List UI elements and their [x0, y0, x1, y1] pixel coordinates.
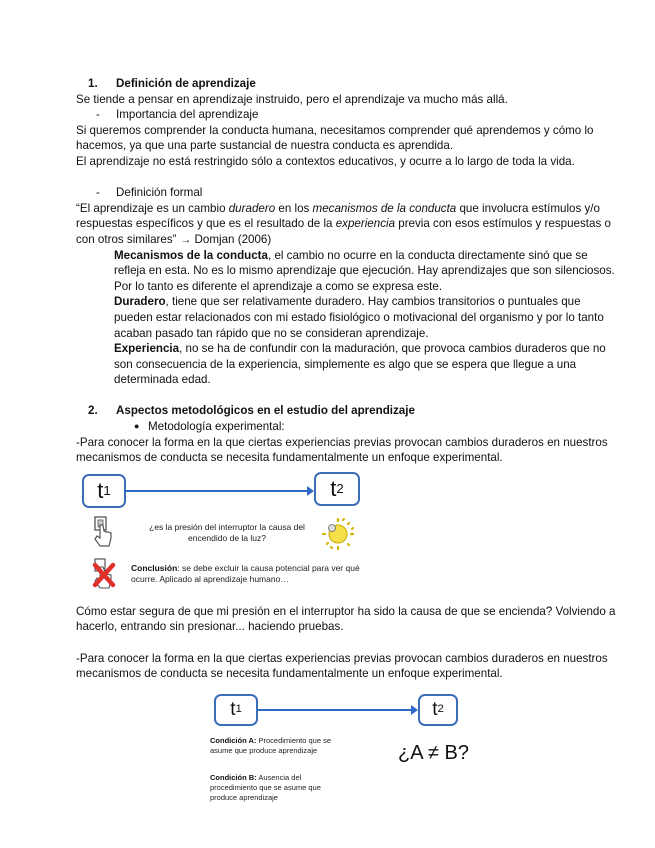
t1-box: t 1 [214, 694, 258, 726]
document-page [76, 76, 621, 812]
paragraph: El aprendizaje no está restringido sólo a contextos educativos, y ocurre a lo largo de toda la vida. [76, 154, 575, 168]
paragraph: -Para conocer la forma en la que ciertas experiencias previas provocan cambios duraderos en nuestros mecanismos de conducta se necesita fundamentalmente un enfoque experimental. [76, 435, 608, 465]
timeline-arrow [258, 709, 416, 711]
switch-crossed-icon [92, 558, 116, 592]
list-item-label: Definición formal [116, 186, 203, 200]
dash-list-item [76, 107, 621, 123]
term-experiencia: Experiencia, no se ha de confundir con la maduración, que provoca cambios duraderos que no son consecuencia de la experiencia, simplemente es algo que se espera que llegue a una determinada edad. [114, 342, 606, 387]
t2-box: t 2 [418, 694, 458, 726]
comparison-question: ¿A ≠ B? [398, 741, 470, 764]
paragraph: -Para conocer la forma en la que ciertas experiencias previas provocan cambios duraderos en nuestros mecanismos de conducta se necesita fundamentalmente un enfoque experimental. [76, 651, 608, 681]
section-number: 1. [88, 77, 98, 90]
figure-conditions [76, 682, 621, 812]
section-2-heading [76, 403, 621, 419]
bullet-marker: ● [134, 421, 140, 432]
switch-press-icon [92, 516, 114, 550]
term-duradero: Duradero, tiene que ser relativamente duradero. Hay cambios transitorios o puntuales que pueden estar relacionados con mi estado fisiológico o motivacional del organismo y por lo tanto acaban pasado tan rápido que no se consideran aprendizaje. [114, 295, 604, 340]
list-item-label: Metodología experimental: [148, 420, 285, 434]
section-title: Aspectos metodológicos en el estudio del aprendizaje [116, 404, 415, 418]
t2-box: t 2 [314, 472, 360, 506]
condition-a: Condición A: Procedimiento que se asume que produce aprendizaje [210, 735, 332, 755]
definition-quote: “El aprendizaje es un cambio duradero en los mecanismos de la conducta que involucra estímulos y/o respuestas específicos y que es el resultado de la experiencia previa con esos estímulos y respuestas o con otros similares” → Domjan (2006) [76, 201, 611, 246]
t1-box: t 1 [82, 474, 126, 508]
dash-list-item [76, 185, 621, 201]
dash-marker: - [96, 108, 100, 122]
conclusion-text: Conclusión: se debe excluir la causa potencial para ver qué ocurre. Aplicado al aprendizaje humano… [131, 562, 360, 584]
paragraph: Se tiende a pensar en aprendizaje instruido, pero el aprendizaje va mucho más allá. [76, 92, 508, 106]
list-item-label: Importancia del aprendizaje [116, 108, 259, 122]
light-bulb-icon [321, 516, 355, 550]
dash-marker: - [96, 186, 100, 200]
paragraph: Cómo estar segura de que mi presión en el interruptor ha sido la causa de que se encienda? Volviendo a hacerlo, entrando sin presionar... haciendo pruebas. [76, 604, 616, 634]
section-1-heading [76, 76, 621, 92]
figure-switch-experiment [76, 466, 621, 604]
timeline-arrow [126, 490, 312, 492]
section-title: Definición de aprendizaje [116, 77, 256, 90]
bullet-list-item [76, 419, 621, 435]
term-mecanismos: Mecanismos de la conducta, el cambio no ocurre en la conducta directamente sinó que se refleja en esta. No es lo mismo aprendizaje que ejecución. Hay aprendizajes que son silenciosos. Por lo tanto es diferente el aprendizaje a como se expresa este. [114, 248, 615, 293]
paragraph: Si queremos comprender la conducta humana, necesitamos comprender qué aprendemos y cómo lo hacemos, ya que una parte sustancial de nuestra conducta es aprendida. [76, 123, 594, 153]
condition-b: Condición B: Ausencia del procedimiento que se asume que produce aprendizaje [210, 772, 321, 802]
switch-question: ¿es la presión del interruptor la causa del encendido de la luz? [149, 521, 305, 543]
section-number: 2. [88, 404, 98, 418]
